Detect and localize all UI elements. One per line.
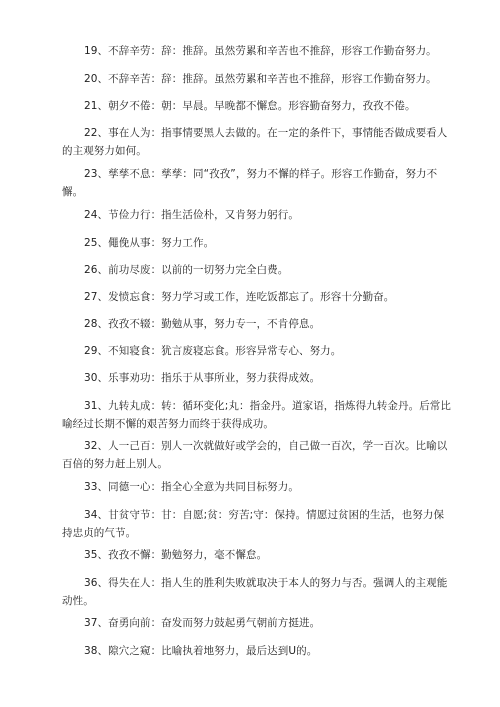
list-item [62,642,454,660]
item-text: 奋勇向前：奋发而努力鼓起勇气朝前方挺进。 [108,617,321,629]
item-number: 23、 [84,168,109,180]
item-text: 节俭力行：指生活俭朴，又肯努力躬行。 [108,209,299,221]
list-item [62,478,454,496]
item-number: 27、 [84,291,109,303]
item-number: 22、 [84,127,109,139]
item-number: 20、 [84,73,109,85]
list-item [62,261,454,279]
list-item [62,437,454,473]
item-text: 同德一心：指全心全意为共同目标努力。 [108,481,299,493]
item-text: 乐事劝功：指乐于从事所业，努力获得成效。 [108,372,321,384]
list-item [62,206,454,224]
list-item [62,165,454,201]
item-number: 25、 [84,237,109,249]
list-item [62,42,454,60]
item-number: 36、 [84,577,109,589]
item-text: 前功尽废：以前的一切努力完全白费。 [108,264,289,276]
list-item [62,506,454,542]
list-item [62,546,454,564]
list-item [62,97,454,115]
item-number: 30、 [84,372,109,384]
item-number: 24、 [84,209,109,221]
item-text: 人一己百：别人一次就做好或学会的，自己做一百次，学一百次。比喻以百倍的努力赶上别人。 [62,440,448,470]
item-number: 26、 [84,264,109,276]
item-number: 21、 [84,100,109,112]
item-text: 九转丸成：转：循环变化;丸：指金丹。道家语，指炼得九转金丹。后常比喻经过长期不懈的艰苦努力而终于获得成功。 [62,400,452,430]
item-text: 孜孜不辍：勤勉从事，努力专一，不肯停息。 [108,318,321,330]
item-number: 32、 [84,440,109,452]
list-item [62,124,454,160]
item-text: 隙穴之窥：比喻执着地努力，最后达到U的。 [108,645,318,657]
list-item [62,574,454,610]
item-number: 35、 [84,549,109,561]
list-item [62,234,454,252]
item-text: 发愤忘食：努力学习或工作，连吃饭都忘了。形容十分勤奋。 [108,291,395,303]
list-item [62,70,454,88]
item-number: 28、 [84,318,109,330]
item-number: 31、 [84,400,109,412]
item-text: 孜孜不懈：勤勉努力，毫不懈怠。 [108,549,268,561]
item-number: 29、 [84,345,109,357]
item-text: 孳孳不息：孳孳：同“孜孜”，努力不懈的样子。形容工作勤奋，努力不懈。 [62,168,438,198]
item-text: 僶俛从事：努力工作。 [108,237,215,249]
item-text: 甘贫守节：甘：自愿;贫：穷苦;守：保持。情愿过贫困的生活，也努力保持忠贞的气节。 [62,509,445,539]
list-item [62,614,454,632]
item-number: 34、 [84,509,109,521]
list-item [62,369,454,387]
item-number: 37、 [84,617,109,629]
item-text: 不知寝食：犹言废寝忘食。形容异常专心、努力。 [108,345,342,357]
item-text: 不辞辛苦：辞：推辞。虽然劳累和辛苦也不推辞，形容工作勤奋努力。 [108,73,437,85]
item-text: 朝夕不倦：朝：早晨。早晚都不懈怠。形容勤奋努力，孜孜不倦。 [108,100,416,112]
list-item [62,288,454,306]
item-text: 事在人为：指事情要黑人去做的。在一定的条件下，事情能否做成要看人的主观努力如何。 [62,127,448,157]
item-number: 19、 [84,45,109,57]
item-text: 不辞辛劳：辞：推辞。虽然劳累和辛苦也不推辞，形容工作勤奋努力。 [108,45,437,57]
list-item [62,397,454,433]
item-number: 33、 [84,481,109,493]
item-number: 38、 [84,645,109,657]
item-text: 得失在人：指人生的胜利失败就取决于本人的努力与否。强调人的主观能动性。 [62,577,448,607]
list-item [62,315,454,333]
list-item [62,342,454,360]
